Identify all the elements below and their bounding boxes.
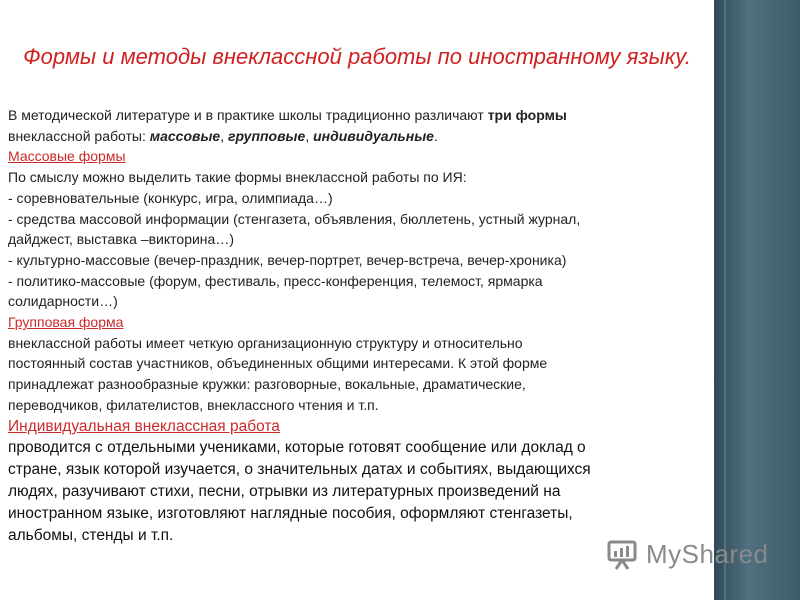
group-form-line: постоянный состав участников, объединенных общими интересами. К этой форме [8,355,548,372]
myshared-watermark [606,536,769,572]
intro-emphasis: три формы [487,107,567,123]
individual-work-line: проводится с отдельными учениками, которые готовят сообщение или доклад о [8,439,586,457]
mass-forms-line: - соревновательные (конкурс, игра, олимпиада…) [8,189,333,206]
watermark-text: MyShared [646,538,769,569]
form-group-term: групповые [228,127,306,144]
group-form-line: переводчиков, филателистов, внеклассного чтения и т.п. [8,396,379,413]
individual-work-line: альбомы, стенды и т.п. [8,526,174,544]
intro-line-2 [8,126,698,147]
individual-work-heading: Индивидуальная внеклассная работа [8,417,280,435]
group-form-line: принадлежат разнообразные кружки: разговорные, вокальные, драматические, [8,376,526,393]
period: . [433,127,438,144]
mass-forms-line: - культурно-массовые (вечер-праздник, вечер-портрет, вечер-встреча, вечер-хроника) [8,251,567,268]
intro-text: В методической литературе и в практике школы традиционно различают [8,107,488,123]
separator: , [220,127,228,144]
form-mass-term: массовые [149,127,221,144]
mass-forms-line: солидарности…) [8,293,118,310]
mass-forms-line: - политико-массовые (форум, фестиваль, пресс-конференция, телемост, ярмарка [8,272,543,289]
mass-forms-heading: Массовые формы [8,148,126,165]
mass-forms-line: - средства массовой информации (стенгазета, объявления, бюллетень, устный журнал, [8,210,581,227]
decorative-side-band [714,0,800,600]
separator: , [305,127,314,144]
intro-text: внеклассной работы: [8,127,150,144]
individual-work-line: иностранном языке, изготовляют наглядные пособия, оформляют стенгазеты, [8,504,573,522]
individual-work-line: стране, язык которой изучается, о значительных датах и событиях, выдающихся [8,461,591,479]
intro-line-1 [8,105,698,126]
mass-forms-line: дайджест, выставка –викторина…) [8,231,234,248]
presentation-board-icon [606,537,640,571]
slide-body [8,105,698,546]
slide-title: Формы и методы внеклассной работы по иностранному языку. [23,44,691,69]
individual-work-line: людях, разучивают стихи, песни, отрывки из литературных произведений на [8,482,561,500]
group-form-line: внеклассной работы имеет четкую организационную структуру и относительно [8,334,523,351]
mass-forms-line: По смыслу можно выделить такие формы внеклассной работы по ИЯ: [8,169,467,186]
form-individual-term: индивидуальные [313,127,434,144]
group-form-heading: Групповая форма [8,314,124,331]
